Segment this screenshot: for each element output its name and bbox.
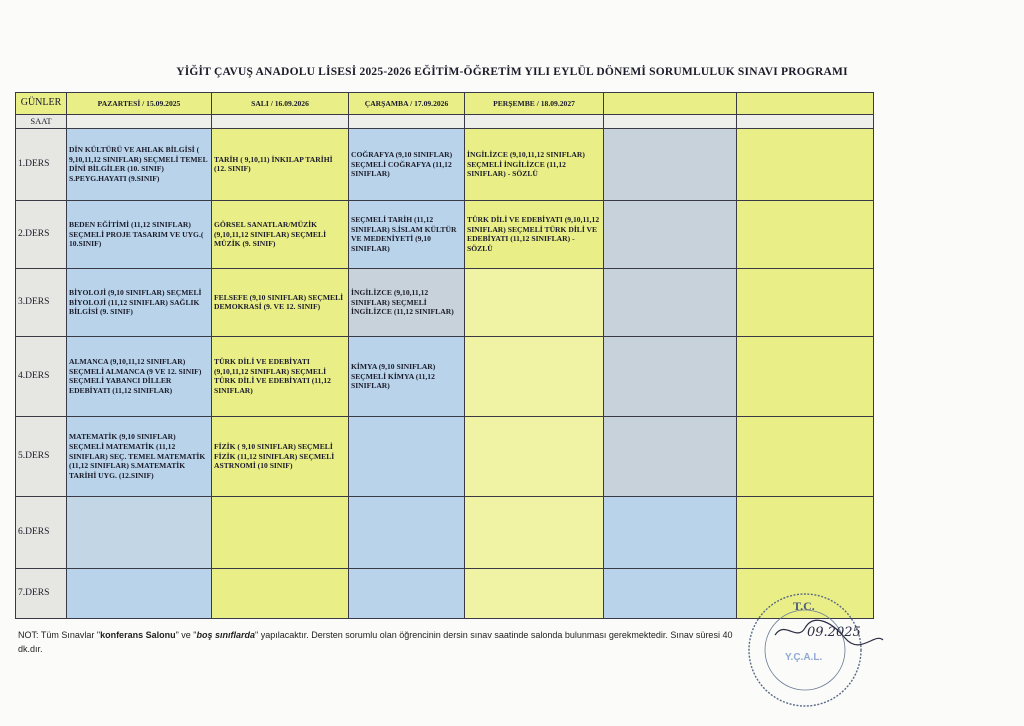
hour-corner-label: SAAT [16, 115, 67, 129]
exam-cell [349, 568, 465, 618]
exam-cell: DİN KÜLTÜRÜ VE AHLAK BİLGİSİ ( 9,10,11,12 SINIFLAR) SEÇMELİ TEMEL DİNİ BİLGİLER (10. SINIF) S.PEYG.HAYATI (9.SINIF) [67, 128, 212, 200]
exam-cell [212, 568, 349, 618]
exam-cell: TÜRK DİLİ VE EDEBİYATI (9,10,11,12 SINIFLAR) SEÇMELİ TÜRK DİLİ VE EDEBİYATI (11,12 SINIFLAR) - SÖZLÜ [465, 200, 604, 268]
exam-cell: TÜRK DİLİ VE EDEBİYATI (9,10,11,12 SINIFLAR) SEÇMELİ TÜRK DİLİ VE EDEBİYATI (11,12 SINIFLAR) [212, 336, 349, 416]
table-row [16, 336, 874, 416]
saat-cell [212, 115, 349, 129]
saat-cell [67, 115, 212, 129]
exam-cell [737, 268, 874, 336]
days-corner-label: GÜNLER [16, 93, 67, 115]
day-header-monday: PAZARTESİ / 15.09.2025 [67, 93, 212, 115]
exam-cell [604, 568, 737, 618]
period-label: 3.DERS [16, 268, 67, 336]
exam-cell [465, 336, 604, 416]
exam-cell [737, 416, 874, 496]
exam-cell [67, 496, 212, 568]
exam-cell: BİYOLOJİ (9,10 SINIFLAR) SEÇMELİ BİYOLOJİ (11,12 SINIFLAR) SAĞLIK BİLGİSİ (9. SINIF) [67, 268, 212, 336]
saat-cell [604, 115, 737, 129]
exam-cell [737, 496, 874, 568]
exam-cell [737, 200, 874, 268]
exam-schedule-table [15, 92, 874, 619]
header-row [16, 93, 874, 115]
exam-cell: FİZİK ( 9,10 SINIFLAR) SEÇMELİ FİZİK (11,12 SINIFLAR) SEÇMELİ ASTRNOMİ (10 SINIF) [212, 416, 349, 496]
saat-row [16, 115, 874, 129]
exam-cell [67, 568, 212, 618]
period-label: 6.DERS [16, 496, 67, 568]
table-row [16, 268, 874, 336]
exam-cell [604, 496, 737, 568]
day-header-tuesday: SALI / 16.09.2026 [212, 93, 349, 115]
day-header-wednesday: ÇARŞAMBA / 17.09.2026 [349, 93, 465, 115]
period-label: 5.DERS [16, 416, 67, 496]
saat-cell [349, 115, 465, 129]
document-title: YİĞİT ÇAVUŞ ANADOLU LİSESİ 2025-2026 EĞİTİM-ÖĞRETİM YILI EYLÜL DÖNEMİ SORUMLULUK SINAVI PROGRAMI [176, 66, 848, 78]
footnote [18, 628, 738, 657]
period-label: 7.DERS [16, 568, 67, 618]
signature-date: 09.2025 [807, 625, 861, 640]
official-stamp [735, 580, 885, 720]
footnote-location-1: konferans Salonu [100, 630, 176, 640]
exam-cell: MATEMATİK (9,10 SINIFLAR) SEÇMELİ MATEMATİK (11,12 SINIFLAR) SEÇ. TEMEL MATEMATİK (11,12 SINIFLAR) S.MATEMATİK TARİHİ UYG. (12.SINIF) [67, 416, 212, 496]
exam-cell [604, 200, 737, 268]
period-label: 1.DERS [16, 128, 67, 200]
exam-cell [604, 416, 737, 496]
exam-cell: SEÇMELİ TARİH (11,12 SINIFLAR) S.İSLAM KÜLTÜR VE MEDENİYETİ (9,10 SINIFLAR) [349, 200, 465, 268]
exam-cell [604, 336, 737, 416]
exam-cell [604, 268, 737, 336]
day-header-extra-2 [737, 93, 874, 115]
footnote-mid: " ve " [175, 630, 197, 640]
period-label: 2.DERS [16, 200, 67, 268]
exam-cell [465, 568, 604, 618]
exam-cell [465, 268, 604, 336]
exam-cell: COĞRAFYA (9,10 SINIFLAR) SEÇMELİ COĞRAFYA (11,12 SINIFLAR) [349, 128, 465, 200]
table-row [16, 128, 874, 200]
exam-cell: KİMYA (9,10 SINIFLAR) SEÇMELİ KİMYA (11,12 SINIFLAR) [349, 336, 465, 416]
footnote-prefix: NOT: Tüm Sınavlar " [18, 630, 101, 640]
exam-cell [737, 128, 874, 200]
exam-cell [349, 416, 465, 496]
exam-cell: İNGİLİZCE (9,10,11,12 SINIFLAR) SEÇMELİ İNGİLİZCE (11,12 SINIFLAR) - SÖZLÜ [465, 128, 604, 200]
saat-cell [737, 115, 874, 129]
exam-cell [212, 496, 349, 568]
exam-cell [465, 496, 604, 568]
exam-cell: ALMANCA (9,10,11,12 SINIFLAR) SEÇMELİ ALMANCA (9 VE 12. SINIF) SEÇMELİ YABANCI DİLLER EDEBİYATI (11,12 SINIFLAR) [67, 336, 212, 416]
day-header-thursday: PERŞEMBE / 18.09.2027 [465, 93, 604, 115]
table-row [16, 200, 874, 268]
exam-cell: TARİH ( 9,10,11) İNKILAP TARİHİ (12. SINIF) [212, 128, 349, 200]
day-header-extra-1 [604, 93, 737, 115]
exam-cell [737, 336, 874, 416]
exam-cell [604, 128, 737, 200]
stamp-top-text: T.C. [793, 599, 815, 613]
exam-cell: FELSEFE (9,10 SINIFLAR) SEÇMELİ DEMOKRASİ (9. VE 12. SINIF) [212, 268, 349, 336]
footnote-location-2: boş sınıflarda [196, 630, 255, 640]
stamp-center-text: Y.Ç.A.L. [785, 652, 823, 663]
saat-cell [465, 115, 604, 129]
table-row [16, 416, 874, 496]
period-label: 4.DERS [16, 336, 67, 416]
exam-cell: GÖRSEL SANATLAR/MÜZİK (9,10,11,12 SINIFLAR) SEÇMELİ MÜZİK (9. SINIF) [212, 200, 349, 268]
table-row [16, 496, 874, 568]
exam-cell: İNGİLİZCE (9,10,11,12 SINIFLAR) SEÇMELİ İNGİLİZCE (11,12 SINIFLAR) [349, 268, 465, 336]
footnote-suffix: " yapılacaktır. Dersten sorumlu olan öğrencinin dersin sınav saatinde salonda bulunması gerekmektedir. Sınav süresi 40 dk.dır. [18, 630, 733, 655]
exam-cell [349, 496, 465, 568]
exam-cell: BEDEN EĞİTİMİ (11,12 SINIFLAR) SEÇMELİ PROJE TASARIM VE UYG.( 10.SINIF) [67, 200, 212, 268]
exam-cell [465, 416, 604, 496]
